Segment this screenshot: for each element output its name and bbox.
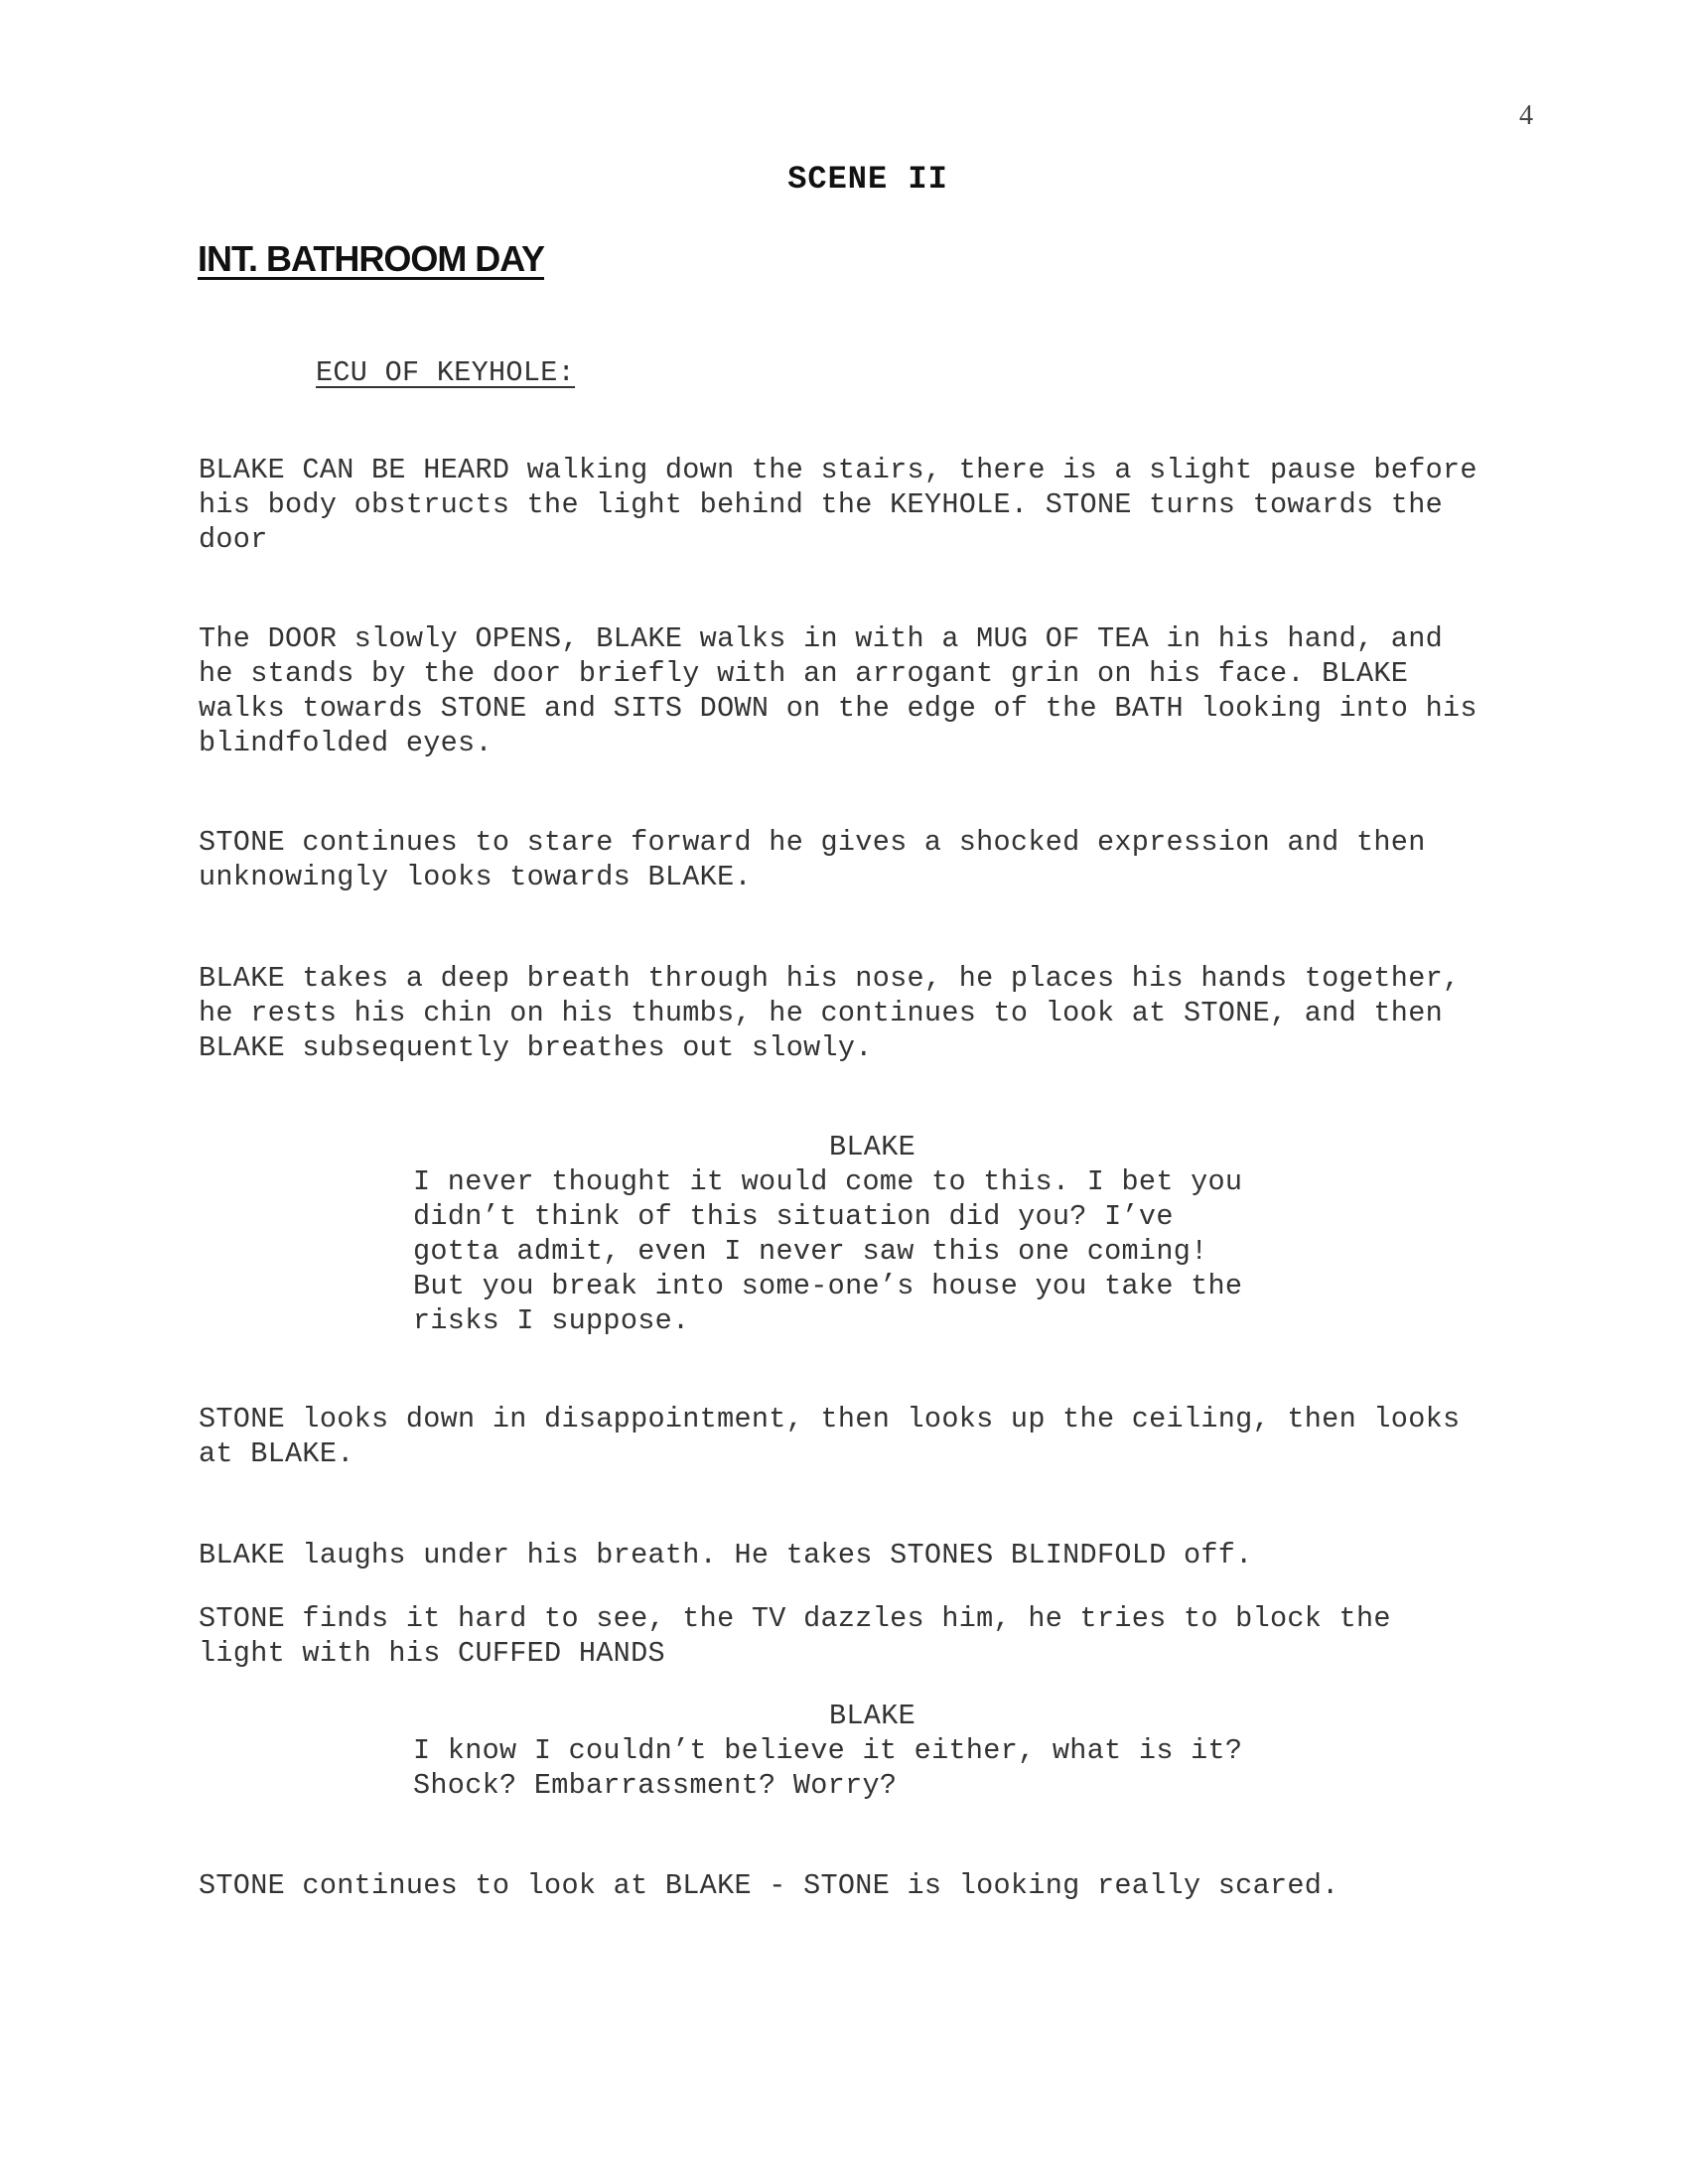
- action-paragraph: STONE finds it hard to see, the TV dazzles him, he tries to block the light with his CUFFED HANDS: [199, 1602, 1391, 1670]
- action-paragraph: STONE continues to stare forward he gives a shocked expression and then unknowingly looks towards BLAKE.: [199, 826, 1426, 893]
- scene-slugline: INT. BATHROOM DAY: [198, 238, 545, 279]
- action-paragraph: BLAKE laughs under his breath. He takes STONES BLINDFOLD off.: [199, 1539, 1253, 1571]
- character-cue: BLAKE: [829, 1700, 916, 1732]
- shot-direction: ECU OF KEYHOLE:: [316, 356, 576, 389]
- action-paragraph: BLAKE takes a deep breath through his nose, he places his hands together, he rests his chin on his thumbs, he continues to look at STONE, and then BLAKE subsequently breathes out slowly.: [199, 962, 1461, 1064]
- action-paragraph: BLAKE CAN BE HEARD walking down the stairs, there is a slight pause before his body obstructs the light behind the KEYHOLE. STONE turns towards the door: [199, 454, 1477, 556]
- dialogue-block: I know I couldn’t believe it either, what is it? Shock? Embarrassment? Worry?: [413, 1734, 1243, 1802]
- character-cue: BLAKE: [829, 1131, 916, 1163]
- action-paragraph: The DOOR slowly OPENS, BLAKE walks in with a MUG OF TEA in his hand, and he stands by the door briefly with an arrogant grin on his face. BLAKE walks towards STONE and SITS DOWN on the edge of the BATH looking into his blindfolded eyes.: [199, 622, 1477, 759]
- dialogue-block: I never thought it would come to this. I bet you didn’t think of this situation did you? I’ve gotta admit, even I never saw this one coming! But you break into some-one’s house you take the risks I suppose.: [413, 1165, 1243, 1337]
- action-paragraph: STONE continues to look at BLAKE - STONE is looking really scared.: [199, 1869, 1339, 1902]
- page-number: 4: [1519, 100, 1533, 131]
- action-paragraph: STONE looks down in disappointment, then looks up the ceiling, then looks at BLAKE.: [199, 1403, 1461, 1470]
- scene-heading: SCENE II: [787, 161, 948, 198]
